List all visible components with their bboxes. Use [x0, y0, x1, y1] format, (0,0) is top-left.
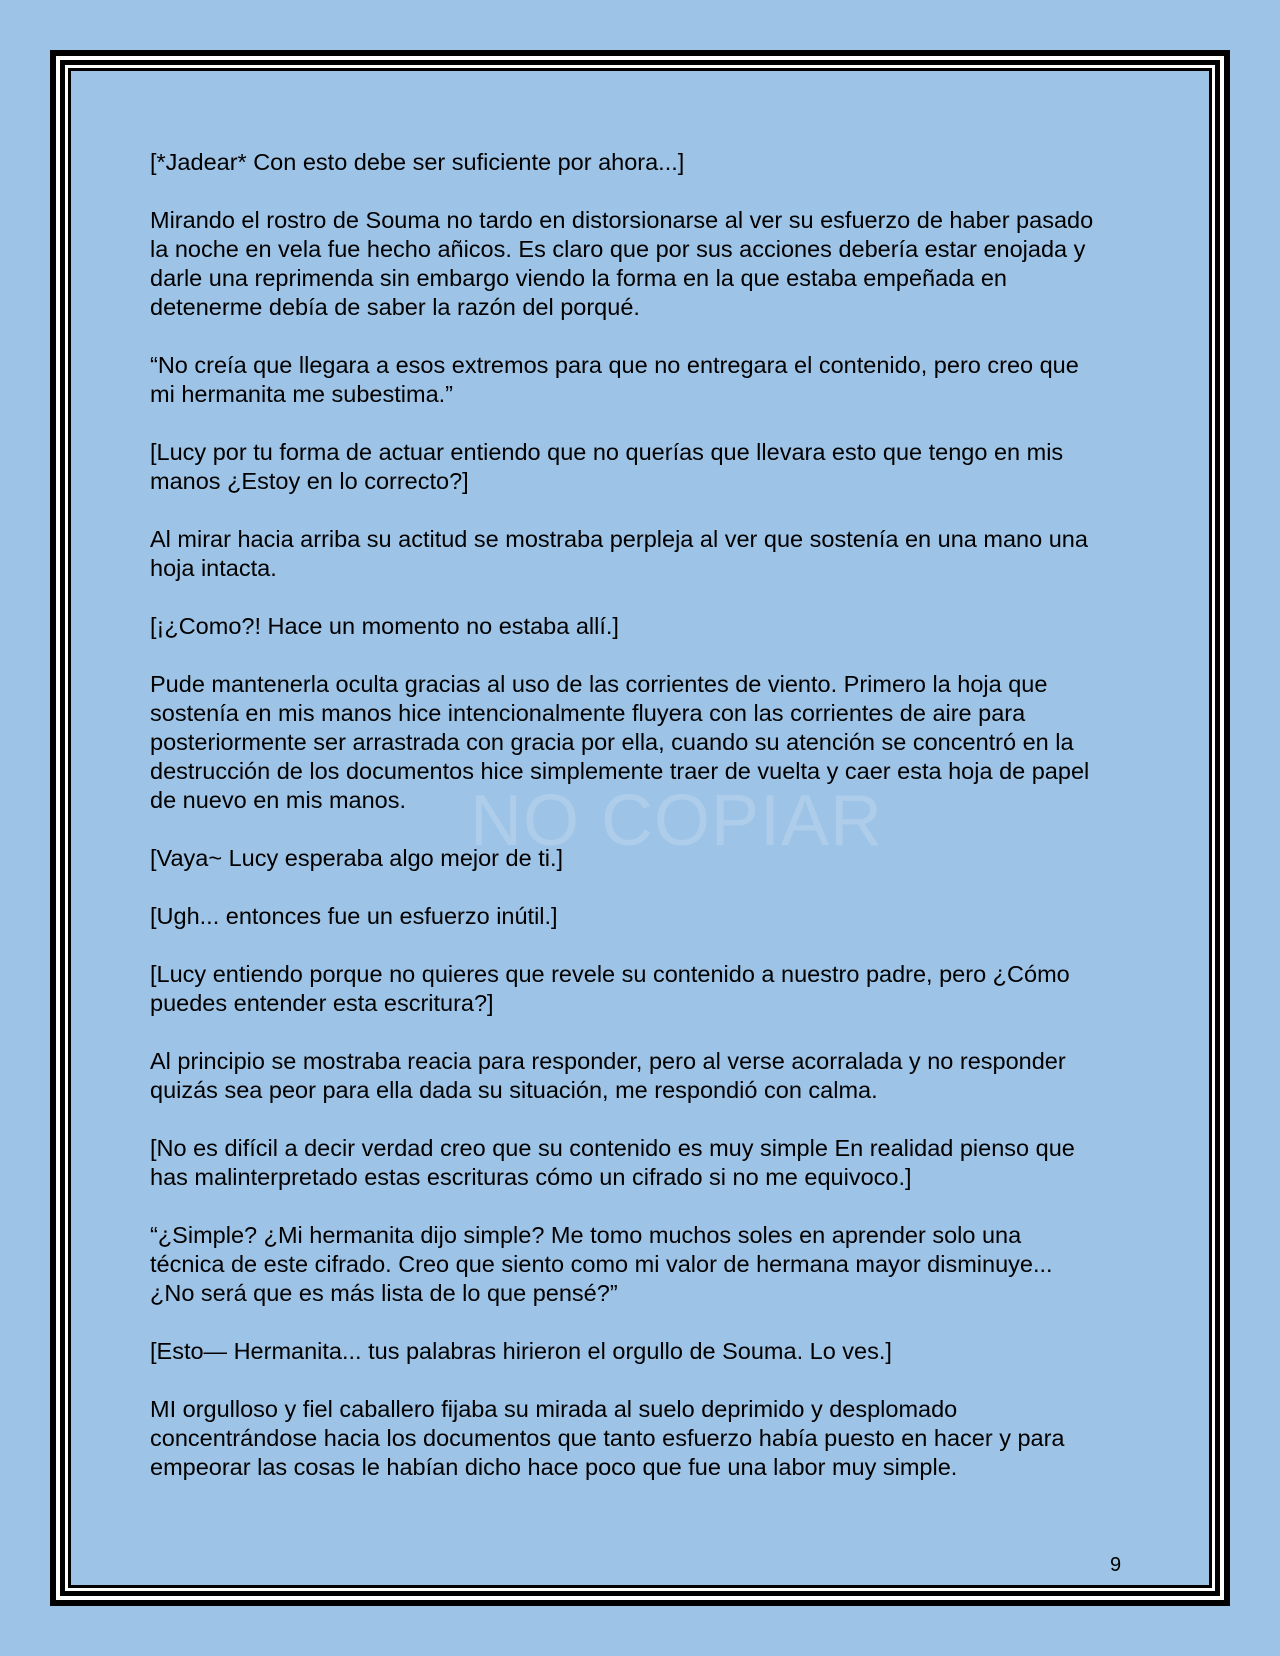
paragraph: [Ugh... entonces fue un esfuerzo inútil.] [150, 903, 558, 929]
paragraph: [Lucy por tu forma de actuar entiendo que no querías que llevara esto que tengo en mis manos ¿Estoy en lo correcto?] [150, 439, 1064, 494]
watermark: NO COPIAR [470, 781, 884, 861]
paragraph: Al principio se mostraba reacia para responder, pero al verse acorralada y no responder quizás sea peor para ella dada su situación, me respondió con calma. [150, 1048, 1066, 1103]
paragraph: Mirando el rostro de Souma no tardo en distorsionarse al ver su esfuerzo de haber pasado la noche en vela fue hecho añicos. Es claro que por sus acciones debería estar enojada y darle una reprimenda sin embargo viendo la forma en la que estaba empeñada en detenerme debía de saber la razón del porqué. [150, 207, 1094, 320]
page-number: 9 [1110, 1554, 1122, 1576]
paragraph: “No creía que llegara a esos extremos para que no entregara el contenido, pero creo que mi hermanita me subestima.” [150, 352, 1079, 407]
paragraph: [¡¿Como?! Hace un momento no estaba allí.] [150, 613, 619, 639]
paragraph: [Vaya~ Lucy esperaba algo mejor de ti.] [150, 845, 564, 871]
paragraph: MI orgulloso y fiel caballero fijaba su mirada al suelo deprimido y desplomado concentrándose hacia los documentos que tanto esfuerzo había puesto en hacer y para empeorar las cosas le habían dicho hace poco que fue una labor muy simple. [150, 1396, 1065, 1480]
paragraph: [Lucy entiendo porque no quieres que revele su contenido a nuestro padre, pero ¿Cómo puedes entender esta escritura?] [150, 961, 1070, 1016]
paragraph: “¿Simple? ¿Mi hermanita dijo simple? Me tomo muchos soles en aprender solo una técnica de este cifrado. Creo que siento como mi valor de hermana mayor disminuye... ¿No será que es más lista de lo que pensé?” [150, 1222, 1053, 1306]
paragraph: [Esto— Hermanita... tus palabras hirieron el orgullo de Souma. Lo ves.] [150, 1338, 892, 1364]
document-body [150, 148, 1100, 1511]
paragraph: [No es difícil a decir verdad creo que su contenido es muy simple En realidad pienso que has malinterpretado estas escrituras cómo un cifrado si no me equivoco.] [150, 1135, 1075, 1190]
paragraph: Al mirar hacia arriba su actitud se mostraba perpleja al ver que sostenía en una mano una hoja intacta. [150, 526, 1088, 581]
paragraph: [*Jadear* Con esto debe ser suficiente por ahora...] [150, 149, 685, 175]
paragraph: Pude mantenerla oculta gracias al uso de las corrientes de viento. Primero la hoja que sostenía en mis manos hice intencionalmente fluyera con las corrientes de aire para posteriormente ser arrastrada con gracia por ella, cuando su atención se concentró en la destrucción de los documentos hice simplemente traer de vuelta y caer esta hoja de papel de nuevo en mis manos. [150, 671, 1090, 813]
